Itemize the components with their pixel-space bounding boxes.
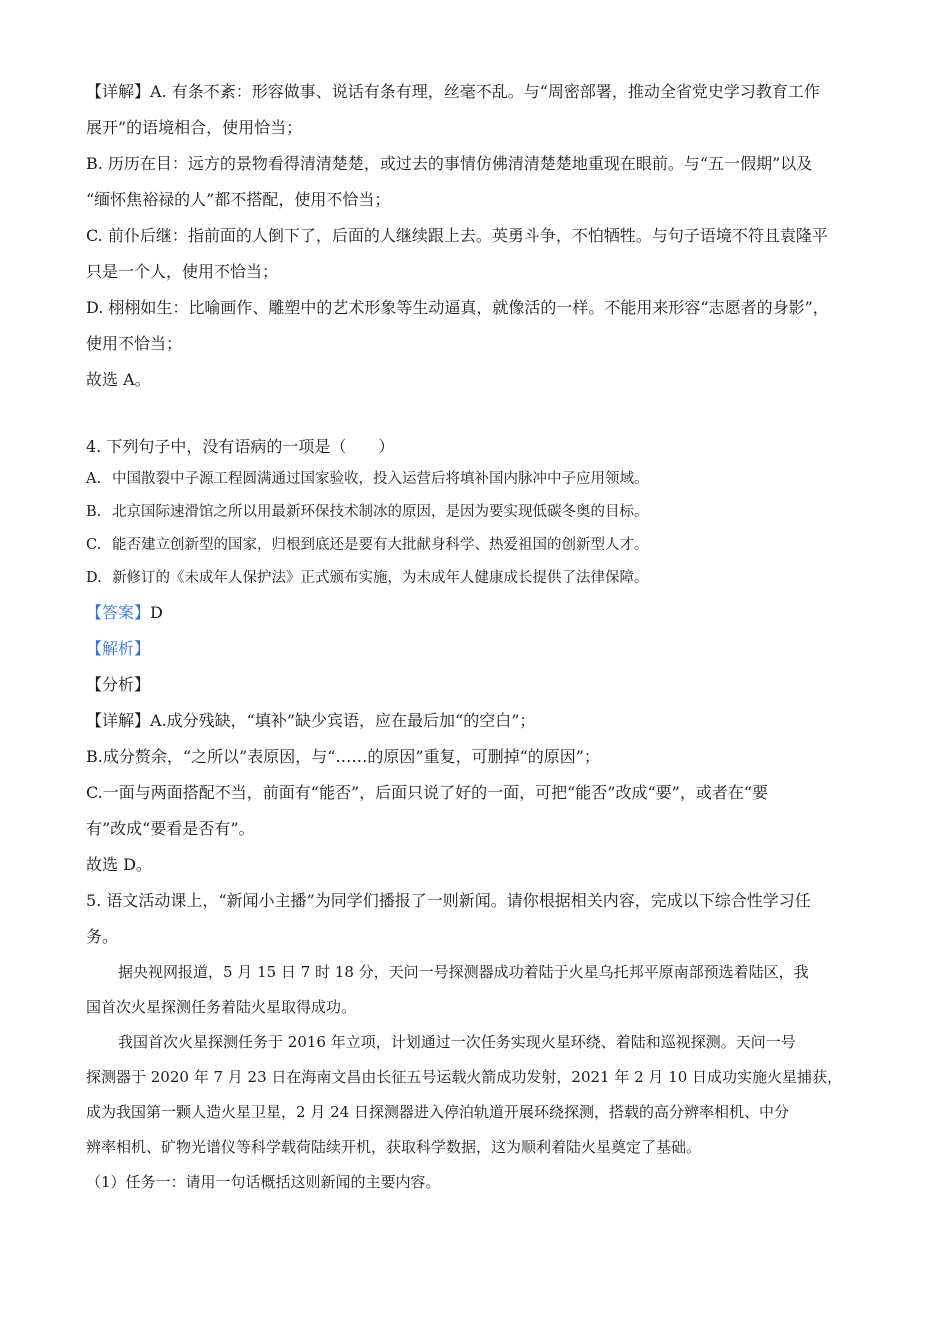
answer-tag: 【答案】 [86, 603, 151, 622]
analysis-tag: 【解析】 [86, 639, 151, 658]
news-paragraph-1-cont: 国首次火星探测任务着陆火星取得成功。 [86, 998, 357, 1016]
q4-stem: 4. 下列句子中，没有语病的一项是（ ） [86, 437, 395, 456]
q3-detail-b-cont: “缅怀焦裕禄的人”都不搭配，使用不恰当； [86, 190, 391, 209]
detail-tag: 【详解】 [86, 82, 151, 101]
q3-detail-a-cont: 展开”的语境相合，使用恰当； [86, 118, 303, 137]
detail-tag: 【详解】 [86, 711, 151, 730]
spacer [86, 398, 876, 430]
q3-detail-b: B. 历历在目：远方的景物看得清清楚楚，或过去的事情仿佛清清楚楚地重现在眼前。与“五一假期”以及 [86, 154, 813, 173]
q3-choose: 故选 A。 [86, 370, 151, 389]
q4-detail-c-cont: 有”改成“要看是否有”。 [86, 819, 255, 838]
q4-detail-b: B.成分赘余，“之所以”表原因，与“……的原因”重复，可删掉“的原因”； [86, 747, 600, 766]
news-paragraph-2: 我国首次火星探测任务于 2016 年立项，计划通过一次任务实现火星环绕、着陆和巡视探测。天问一号 [118, 1033, 796, 1051]
news-paragraph-2-cont3: 辨率相机、矿物光谱仪等科学载荷陆续开机，获取科学数据，这为顺利着陆火星奠定了基础。 [86, 1138, 702, 1156]
news-paragraph-2-cont2: 成为我国第一颗人造火星卫星，2 月 24 日探测器进入停泊轨道开展环绕探测，搭载的高分辨率相机、中分 [86, 1103, 789, 1121]
q3-detail-d: D. 栩栩如生：比喻画作、雕塑中的艺术形象等生动逼真，就像活的一样。不能用来形容“志愿者的身影”， [86, 298, 829, 317]
q4-detail-c: C.一面与两面搭配不当，前面有“能否”，后面只说了好的一面，可把“能否”改成“要”，或者在“要 [86, 783, 769, 802]
q4-answer [86, 595, 876, 631]
news-paragraph-1: 据央视网报道，5 月 15 日 7 时 18 分，天问一号探测器成功着陆于火星乌托邦平原南部预选着陆区，我 [118, 963, 809, 981]
q3-detail-c: C. 前仆后继：指前面的人倒下了，后面的人继续跟上去。英勇斗争，不怕牺牲。与句子语境不符且袁隆平 [86, 226, 828, 245]
q5-stem: 5. 语文活动课上，“新闻小主播”为同学们播报了一则新闻。请你根据相关内容，完成以下综合性学习任 [86, 891, 811, 910]
document-page [86, 74, 876, 1199]
news-paragraph-2-cont1: 探测器于 2020 年 7 月 23 日在海南文昌由长征五号运载火箭成功发射，2021 年 2 月 10 日成功实施火星捕获， [86, 1068, 843, 1086]
q3-detail-d-cont: 使用不恰当； [86, 334, 183, 353]
q4-choose: 故选 D。 [86, 855, 152, 874]
q4-option-d: D. 新修订的《未成年人保护法》正式颁布实施，为未成年人健康成长提供了法律保障。 [86, 570, 649, 586]
q4-option-a: A. 中国散裂中子源工程圆满通过国家验收，投入运营后将填补国内脉冲中子应用领域。 [86, 471, 649, 487]
answer-value: D [150, 603, 163, 622]
q3-detail-c-cont: 只是一个人，使用不恰当； [86, 262, 279, 281]
q4-option-b: B. 北京国际速滑馆之所以用最新环保技术制冰的原因，是因为要实现低碳冬奥的目标。 [86, 504, 649, 520]
fenxi-tag: 【分析】 [86, 675, 151, 694]
q5-task-1: （1）任务一：请用一句话概括这则新闻的主要内容。 [86, 1173, 441, 1191]
q3-detail-a: 【详解】A. 有条不紊：形容做事、说话有条有理，丝毫不乱。与“周密部署，推动全省党史学习教育工作 [86, 82, 820, 101]
q5-stem-cont: 务。 [86, 927, 119, 946]
q4-option-c: C. 能否建立创新型的国家，归根到底还是要有大批献身科学、热爱祖国的创新型人才。 [86, 537, 649, 553]
q4-detail-a: 【详解】A.成分残缺，“填补”缺少宾语，应在最后加“的空白”； [86, 711, 536, 730]
